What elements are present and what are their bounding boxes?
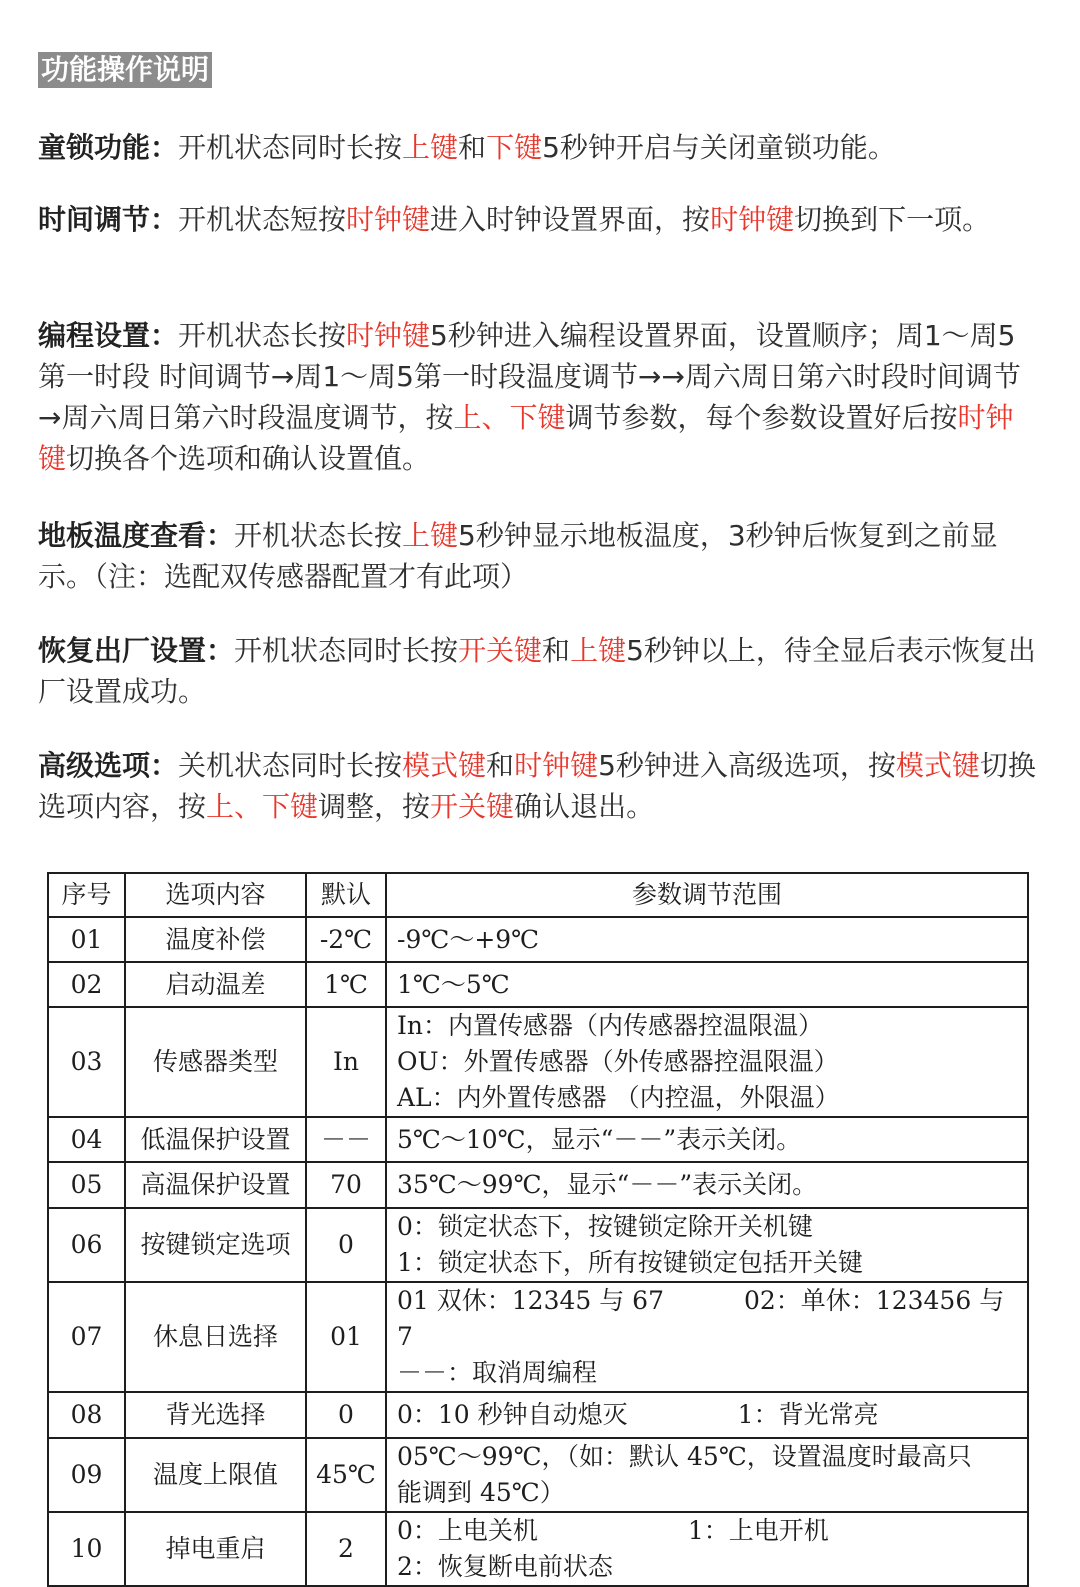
section-text: 确认退出。 (514, 790, 655, 823)
range-line (397, 1439, 1019, 1475)
row-item: 温度上限值 (125, 1438, 306, 1512)
section-label: 地板温度查看： (38, 519, 235, 552)
section-text: 5秒钟开启与关闭童锁功能。 (542, 131, 896, 164)
row-item: 传感器类型 (125, 1007, 306, 1117)
range-line (397, 1008, 1019, 1044)
key-name: 时钟键 (38, 401, 1014, 475)
section-floor-temp (38, 515, 1038, 597)
table-row (48, 1282, 1028, 1392)
section-text: 5秒钟进入编程设置界面，设置顺序；周1～周5第一时段 时间调节→周1～周5第一时段温度调节→→周六周日第六时段时间调节→周六周日第六时段温度调节，按 (38, 319, 1021, 434)
section-factory-reset (38, 630, 1038, 712)
range-line (397, 1245, 1019, 1281)
range-text: 0：上电关机 (397, 1516, 538, 1545)
section-text: 5秒钟以上，待全显后表示恢复出厂设置成功。 (38, 634, 1036, 708)
row-number: 08 (48, 1392, 125, 1438)
page-title: 功能操作说明 (38, 52, 212, 88)
range-text: 1℃～5℃ (397, 969, 510, 999)
range-text: 2：恢复断电前状态 (397, 1552, 613, 1581)
row-number: 05 (48, 1162, 125, 1208)
section-program-setting (38, 315, 1038, 479)
range-line (397, 1475, 1019, 1511)
row-default: 1℃ (306, 962, 386, 1007)
range-text: In：内置传感器（内传感器控温限温） (397, 1011, 823, 1040)
section-text: 开机状态同时长按 (234, 634, 459, 667)
key-name: 上键 (402, 131, 459, 164)
key-name: 时钟键 (514, 749, 599, 782)
range-text: 05℃～99℃，（如：默认 45℃，设置温度时最高只 (397, 1442, 972, 1471)
range-line (397, 967, 1019, 1003)
table-row (48, 962, 1028, 1007)
range-line (397, 1209, 1019, 1245)
section-text: 进入时钟设置界面，按 (430, 203, 711, 236)
row-number: 09 (48, 1438, 125, 1512)
row-item: 背光选择 (125, 1392, 306, 1438)
table-row (48, 1392, 1028, 1438)
section-text: 关机状态同时长按 (178, 749, 403, 782)
range-line (397, 1122, 1019, 1158)
section-advanced-options (38, 745, 1038, 827)
key-name: 下键 (486, 131, 543, 164)
range-text: －－：取消周编程 (397, 1358, 598, 1387)
row-item: 高温保护设置 (125, 1162, 306, 1208)
row-item: 掉电重启 (125, 1512, 306, 1586)
key-name: 模式键 (895, 749, 980, 782)
range-text: 1：背光常亮 (737, 1400, 879, 1429)
row-default: In (306, 1007, 386, 1117)
row-range (386, 962, 1028, 1007)
key-name: 上、下键 (453, 401, 566, 434)
section-text: 切换各个选项和确认设置值。 (66, 442, 431, 475)
key-name: 上键 (402, 519, 459, 552)
parameter-table (47, 872, 1029, 1587)
section-text: 和 (542, 634, 571, 667)
row-item: 低温保护设置 (125, 1117, 306, 1162)
row-item: 启动温差 (125, 962, 306, 1007)
table-header-row (48, 873, 1028, 917)
row-range (386, 1512, 1028, 1586)
row-item: 休息日选择 (125, 1282, 306, 1392)
section-label: 编程设置： (38, 319, 179, 352)
section-text: 5秒钟进入高级选项，按 (598, 749, 896, 782)
section-time-adjust (38, 199, 1038, 240)
section-text: 和 (458, 131, 487, 164)
row-range (386, 1282, 1028, 1392)
row-default: -2℃ (306, 917, 386, 962)
section-child-lock (38, 127, 1038, 168)
range-line (397, 1167, 1019, 1203)
range-line (397, 1549, 1019, 1585)
table-row (48, 1208, 1028, 1282)
row-default: 0 (306, 1392, 386, 1438)
page-title-block (38, 52, 212, 88)
range-text: 0：锁定状态下，按键锁定除开关机键 (397, 1212, 813, 1241)
section-text: 切换选项内容，按 (38, 749, 1036, 823)
range-text: 01 双休：12345 与 67 (397, 1286, 664, 1315)
row-number: 04 (48, 1117, 125, 1162)
row-range (386, 1117, 1028, 1162)
row-number: 01 (48, 917, 125, 962)
range-text: 能调到 45℃） (397, 1478, 565, 1507)
row-item: 按键锁定选项 (125, 1208, 306, 1282)
range-text: 1：锁定状态下，所有按键锁定包括开关键 (397, 1248, 863, 1277)
section-text: 调整，按 (318, 790, 431, 823)
row-default: －－ (306, 1117, 386, 1162)
key-name: 时钟键 (346, 203, 431, 236)
section-label: 高级选项： (38, 749, 179, 782)
section-label: 童锁功能： (38, 131, 179, 164)
row-default: 01 (306, 1282, 386, 1392)
section-text: 开机状态长按 (178, 319, 347, 352)
row-number: 06 (48, 1208, 125, 1282)
range-line (397, 1513, 1019, 1549)
table-row (48, 1007, 1028, 1117)
range-text: AL：内外置传感器 （内控温，外限温） (397, 1083, 840, 1112)
key-name: 时钟键 (346, 319, 431, 352)
key-name: 开关键 (458, 634, 543, 667)
row-range (386, 1007, 1028, 1117)
header-item: 选项内容 (125, 873, 306, 917)
key-name: 模式键 (402, 749, 487, 782)
row-range (386, 917, 1028, 962)
range-text: OU：外置传感器（外传感器控温限温） (397, 1047, 839, 1076)
row-number: 03 (48, 1007, 125, 1117)
row-item: 温度补偿 (125, 917, 306, 962)
row-range (386, 1392, 1028, 1438)
range-text: 1：上电开机 (687, 1516, 829, 1545)
range-text: 0：10 秒钟自动熄灭 (397, 1400, 628, 1429)
row-number: 02 (48, 962, 125, 1007)
range-text: 5℃～10℃，显示“－－”表示关闭。 (397, 1124, 802, 1154)
section-text: 切换到下一项。 (794, 203, 991, 236)
row-default: 0 (306, 1208, 386, 1282)
range-text: 35℃～99℃，显示“－－”表示关闭。 (397, 1170, 818, 1199)
range-text: 02：单休：123456 与 7 (397, 1286, 1005, 1351)
row-number: 10 (48, 1512, 125, 1586)
row-range (386, 1438, 1028, 1512)
section-label: 时间调节： (38, 203, 179, 236)
range-line (397, 1355, 1019, 1391)
section-text: 开机状态同时长按 (178, 131, 403, 164)
section-text: 开机状态长按 (234, 519, 403, 552)
row-number: 07 (48, 1282, 125, 1392)
section-text: 和 (486, 749, 515, 782)
table-row (48, 1512, 1028, 1586)
row-default: 70 (306, 1162, 386, 1208)
header-default: 默认 (306, 873, 386, 917)
section-label: 恢复出厂设置： (38, 634, 235, 667)
table-row (48, 1162, 1028, 1208)
row-default: 2 (306, 1512, 386, 1586)
key-name: 上、下键 (206, 790, 319, 823)
key-name: 开关键 (430, 790, 515, 823)
range-line (397, 1283, 1019, 1355)
section-text: 开机状态短按 (178, 203, 347, 236)
table-row (48, 1438, 1028, 1512)
row-default: 45℃ (306, 1438, 386, 1512)
range-text: -9℃～+9℃ (397, 924, 540, 954)
row-range (386, 1208, 1028, 1282)
range-line (397, 1397, 1019, 1433)
header-no: 序号 (48, 873, 125, 917)
key-name: 时钟键 (710, 203, 795, 236)
header-range: 参数调节范围 (386, 873, 1028, 917)
range-line (397, 922, 1019, 958)
range-line (397, 1080, 1019, 1116)
section-text: 调节参数，每个参数设置好后按 (565, 401, 958, 434)
range-line (397, 1044, 1019, 1080)
row-range (386, 1162, 1028, 1208)
table-row (48, 1117, 1028, 1162)
section-text: 5秒钟显示地板温度，3秒钟后恢复到之前显示。（注：选配双传感器配置才有此项） (38, 519, 998, 593)
key-name: 上键 (570, 634, 627, 667)
table-row (48, 917, 1028, 962)
